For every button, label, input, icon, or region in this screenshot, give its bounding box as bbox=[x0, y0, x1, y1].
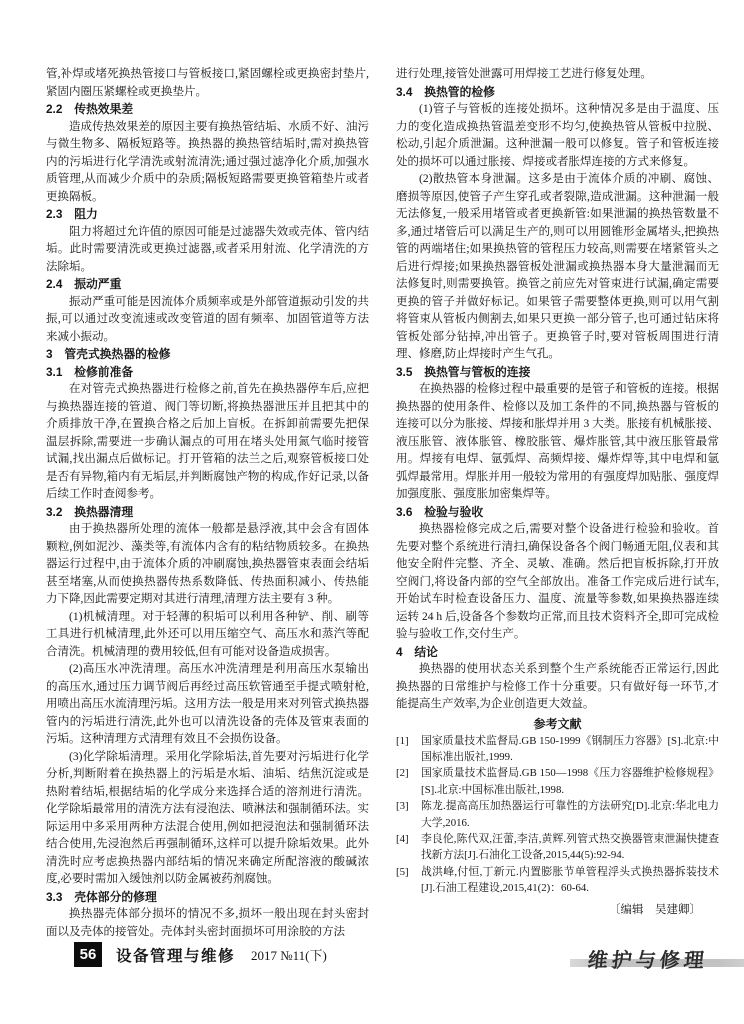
heading-3-4: 3.4 换热管的检修 bbox=[396, 84, 495, 99]
paragraph: 振动严重可能是因流体介质频率或是外部管道振动引发的共振,可以通过改变流速或改变管道的固有频率、加固管道等方法来减小振动。 bbox=[46, 295, 369, 343]
journal-title: 设备管理与维修 bbox=[116, 947, 236, 965]
heading-2-2: 2.2 传热效果差 bbox=[46, 102, 134, 116]
paragraph: (3)化学除垢清理。采用化学除垢法,首先要对污垢进行化学分析,判断附着在换热器上的污垢是水垢、油垢、结焦沉淀或是热附着结垢,根据结垢的化学成分来选择合适的溶剂进行清洗。化学除垢最常用的清洗方法有浸泡法、喷淋法和强制循环法。实际运用中多采用两种方法混合使用,例如把浸泡法和强制循环法结合使用,先浸泡然后再强制循环,这样可以提升除垢效果。此外清洗时应考虑换热器内部结垢的情况来确定所配溶液的酸碱浓度,必要时需加入缓蚀剂以防金属被药剂腐蚀。 bbox=[46, 750, 369, 885]
issue-info: 2017 №11(下) bbox=[251, 948, 327, 963]
references-section bbox=[396, 715, 719, 897]
paragraph: 管,补焊或堵死换热管接口与管板接口,紧固螺栓或更换密封垫片,紧固内圈压紧螺栓或更换垫片。 bbox=[46, 68, 369, 98]
reference-item bbox=[396, 765, 719, 798]
reference-item bbox=[396, 831, 719, 864]
reference-marker: [3] bbox=[396, 800, 409, 813]
paragraph: (1)管子与管板的连接处损坏。这种情况多是由于温度、压力的变化造成换热管温差变形不均匀,使换热管从管板中拉脱、松动,引起介质泄漏。这种泄漏一般可以修复。管子和管板连接处的损坏可以通过胀接、焊接或者胀焊连接的方式来修复。 bbox=[396, 103, 719, 168]
paragraph: 在对管壳式换热器进行检修之前,首先在换热器停车后,应把与换热器连接的管道、阀门等切断,将换热器泄压并且把其中的介质排放干净,在置换合格之后加上盲板。在拆卸前需要先把保温层拆除,需要进一步确认漏点的可用在堵头处用氮气临时接管试漏,找出漏点后做标记。打开管箱的法兰之后,观察管板接口处是否有异物,箱内有无垢层,并判断腐蚀产物的构成,作好记录,以备后续工作时查阅参考。 bbox=[46, 383, 369, 500]
paragraph: 换热器壳体部分损坏的情况不多,损坏一般出现在封头密封面以及壳体的接管处。壳体封头密封面损坏可用涂胶的方法 bbox=[46, 908, 369, 938]
paragraph: (2)高压水冲洗清理。高压水冲洗清理是利用高压水泵输出的高压水,通过压力调节阀后再经过高压软管通至手提式喷射枪,用喷出高压水流清理污垢。这用方法一般是用来对列管式换热器管内的污垢进行清洗,此外也可以清洗设备的壳体及管束表面的污垢。这种清理方式清理有效且不会损伤设备。 bbox=[46, 663, 369, 745]
paragraph: 换热器的使用状态关系到整个生产系统能否正常运行,因此换热器的日常维护与检修工作十分重要。只有做好每一环节,才能提高生产效率,为企业创造更大效益。 bbox=[396, 663, 719, 710]
paragraph: (2)散热管本身泄漏。这多是由于流体介质的冲刷、腐蚀、磨损等原因,使管子产生穿孔或者裂隙,造成泄漏。这种泄漏一般无法修复,一般采用堵管或者更换新管:如果泄漏的换热管数量不多,通过堵管后可以满足生产的,则可以用圆锥形金属堵头,把换热管的两端堵住;如果换热管的管程压力较高,则需要在堵紧管头之后进行焊接;如果换热器管板处泄漏或换热器本身大量泄漏而无法修复时,则需要换管。换管之前应先对管束进行试漏,确定需要更换的管子并做好标记。如果管子需要整体更换,则可以用气割将管束从管板内侧割去,如果只更换一部分管子,也可通过钻床将管板处部分钻掉,冲出管子。更换管子时,要对管板周围进行清理、修磨,防止焊接时产生气孔。 bbox=[396, 173, 719, 360]
reference-item bbox=[396, 733, 719, 766]
reference-text: 李良伦,陈代双,汪蕾,李洁,黄辉.列管式热交换器管束泄漏快捷查找新方法[J].石油化工设备,2015,44(5):92-94. bbox=[421, 832, 719, 862]
heading-3-3: 3.3 壳体部分的修理 bbox=[46, 889, 157, 904]
banner-text: 维护与修理 bbox=[586, 948, 710, 972]
reference-marker: [1] bbox=[396, 734, 409, 747]
reference-item bbox=[396, 864, 719, 897]
heading-3-1: 3.1 检修前准备 bbox=[46, 364, 134, 379]
reference-marker: [4] bbox=[396, 832, 409, 845]
reference-text: 战洪峰,付恒,丁新元.内置膨胀节单管程浮头式换热器拆装技术[J].石油工程建设,2015,41(2)：60-64. bbox=[421, 865, 719, 895]
reference-text: 国家质量技术监督局.GB 150-1999《钢制压力容器》[S].北京:中国标准出版社,1999. bbox=[421, 734, 719, 763]
paragraph: 在换热器的检修过程中最重要的是管子和管板的连接。根据换热器的使用条件、检修以及加工条件的不同,换热器与管板的连接可以分为胀接、焊接和胀焊并用 3 大类。胀接有机械胀接、液压胀管、液体胀管、橡胶胀管、爆炸胀管,其中液压胀管最常用。焊接有电焊、氩弧焊、高频焊接、爆炸焊等,其中电焊和氩弧焊最常用。焊胀并用一般较为常用的有强度焊加贴胀、强度焊加强度胀、强度胀加密集焊等。 bbox=[396, 383, 719, 500]
heading-3-5: 3.5 换热管与管板的连接 bbox=[396, 364, 531, 379]
paragraph: 换热器检修完成之后,需要对整个设备进行检验和验收。首先要对整个系统进行清扫,确保设备各个阀门畅通无阻,仪表和其他安全附件完整、齐全、灵敏、准确。然后把盲板拆除,打开放空阀门,将设备内部的空气全部放出。准备工作完成后进行试车,开始试车时检查设备压力、温度、流量等参数,如果换热器连续运转 24 h 后,设备各个参数均正常,而且技术资料齐全,即可完成检验与验收工作,交付生产。 bbox=[396, 523, 719, 640]
paragraph: 阻力将超过允许值的原因可能是过滤器失效或壳体、管内结垢。此时需要清洗或更换过滤器,或者采用射流、化学清洗的方法除垢。 bbox=[46, 225, 369, 273]
left-column bbox=[46, 66, 369, 941]
page-footer bbox=[74, 942, 327, 967]
heading-4: 4 结论 bbox=[396, 644, 438, 659]
reference-text: 陈龙.提高高压加热器运行可靠性的方法研究[D].北京:华北电力大学,2016. bbox=[421, 800, 719, 829]
heading-3-2: 3.2 换热器清理 bbox=[46, 504, 134, 519]
reference-text: 国家质量技术监督局.GB 150—1998《压力容器维护检修规程》[S].北京:中国标准出版社,1998. bbox=[421, 767, 719, 796]
heading-2-4: 2.4 振动严重 bbox=[46, 277, 122, 291]
section-banner bbox=[570, 944, 744, 974]
heading-3: 3 管壳式换热器的检修 bbox=[46, 347, 171, 361]
reference-marker: [2] bbox=[396, 767, 409, 780]
references-title: 参考文献 bbox=[533, 716, 582, 731]
right-column bbox=[396, 66, 719, 941]
paragraph: (1)机械清理。对于轻薄的积垢可以利用各种铲、削、刷等工具进行机械清理,此外还可以用压缩空气、高压水和蒸汽等配合清洗。机械清理的费用较低,但有可能对设备造成损害。 bbox=[46, 610, 369, 658]
paragraph: 造成传热效果差的原因主要有换热管结垢、水质不好、油污与微生物多、隔板短路等。换热器的换热管结垢时,需对换热管内的污垢进行化学清洗或射流清洗;通过强过滤净化介质,加强水质管理,从而减少介质中的杂质;隔板短路需要更换管箱垫片或者更换隔板。 bbox=[46, 120, 369, 203]
paragraph: 进行处理,接管处泄露可用焊接工艺进行修复处理。 bbox=[396, 68, 652, 80]
editor-note: 〔编辑 吴建卿〕 bbox=[609, 903, 701, 916]
page-number-badge: 56 bbox=[74, 942, 102, 967]
paragraph: 由于换热器所处理的流体一般都是悬浮液,其中会含有固体颗粒,例如泥沙、藻类等,有流体内含有的粘结物质较多。在换热器运行过程中,由于流体介质的冲刷腐蚀,换热器管束表面会结垢甚至堵塞,从而使换热器传热系数降低、传热面积减小、传热能力下降,因此需要定期对其进行清理,清理方法主要有 3 种。 bbox=[46, 523, 369, 605]
heading-3-6: 3.6 检验与验收 bbox=[396, 504, 484, 519]
reference-item bbox=[396, 798, 719, 831]
heading-2-3: 2.3 阻力 bbox=[46, 207, 98, 221]
reference-marker: [5] bbox=[396, 865, 409, 878]
